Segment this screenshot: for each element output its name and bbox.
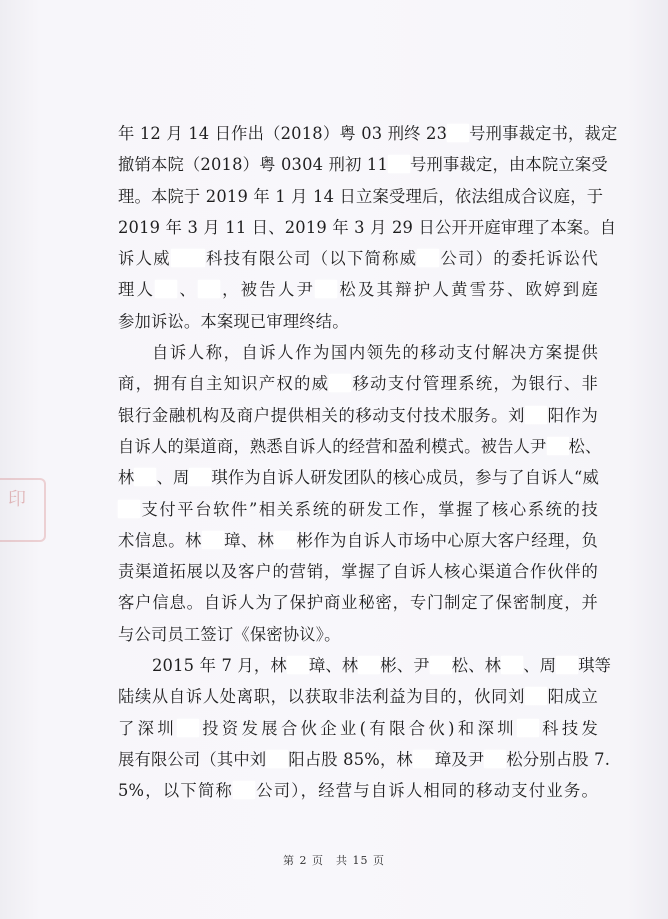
redaction-mark [556,656,578,674]
seal-glyph: 印 [8,489,26,510]
text-line-1: 年 12 月 14 日作出（2018）粤 03 刑终 23 号刑事裁定书，裁定 [118,124,618,143]
text-line-3: 理。本院于 2019 年 1 月 14 日立案受理后，依法组成合议庭，于 [118,186,604,206]
redaction-mark [118,500,140,518]
text-line-6: 理人 、 ，被告人尹 松及其辩护人黄雪芬、欧婷到庭 [118,280,598,300]
text-line-19: 陆续从自诉人处离职，以获取非法利益为目的，伙同刘 阳成立 [118,687,598,707]
redaction-mark [155,280,177,298]
redaction-mark [547,437,569,455]
redaction-mark [517,719,539,737]
text-line-22: 5%，以下简称 公司），经营与自诉人相同的移动支付业务。 [118,781,599,801]
redaction-mark [274,531,296,549]
redaction-mark [171,249,205,267]
text-line-20: 了深圳 投资发展合伙企业(有限合伙)和深圳 科技发 [118,718,598,738]
text-line-2: 撤销本院（2018）粤 0304 刑初 11 号刑事裁定，由本院立案受 [118,155,608,175]
text-line-9: 商，拥有自主知识产权的威 移动支付管理系统，为银行、非 [118,374,598,394]
text-line-11: 自诉人的渠道商，熟悉自诉人的经营和盈利模式。被告人尹 松、 [118,436,602,456]
text-line-7: 参加诉讼。本案现已审理终结。 [118,311,349,331]
redaction-mark [189,468,211,486]
redaction-mark [329,374,351,392]
redaction-mark [233,781,255,799]
court-seal-fragment [0,478,46,542]
text-line-14: 术信息。林 璋、林 彬作为自诉人市场中心原大客户经理，负 [118,530,598,550]
redaction-mark [388,155,410,173]
redaction-mark [198,280,220,298]
text-line-15: 责渠道拓展以及客户的营销，掌握了自诉人核心渠道合作伙伴的 [118,562,598,582]
redaction-mark [177,719,199,737]
text-line-21: 展有限公司（其中刘 阳占股 85%，林 璋及尹 松分别占股 7. [118,749,611,769]
text-line-10: 银行金融机构及商户提供相关的移动支付技术服务。刘 阳作为 [118,405,598,425]
text-line-8: 自诉人称，自诉人作为国内领先的移动支付解决方案提供 [152,343,598,363]
text-line-4: 2019 年 3 月 11 日、2019 年 3 月 29 日公开开庭审理了本案。自 [118,217,617,237]
text-line-12: 林 、周 琪作为自诉人研发团队的核心成员，参与了自诉人“威 [118,468,600,488]
redaction-mark [134,468,156,486]
text-line-18: 2015 年 7 月，林 璋、林 彬、尹 松、林 、周 琪等 [152,656,612,676]
text-line-17: 与公司员工签订《保密协议》。 [118,624,341,644]
redaction-mark [501,656,523,674]
redaction-mark [484,750,506,768]
redaction-mark [413,750,435,768]
redaction-mark [266,750,288,768]
redaction-mark [430,656,452,674]
redaction-mark [202,531,224,549]
document-body [118,118,618,807]
text-line-5: 诉人威 科技有限公司（以下简称威 公司）的委托诉讼代 [118,249,598,269]
text-line-13: 支付平台软件”相关系统的研发工作，掌握了核心系统的技 [118,494,598,525]
redaction-mark [417,249,439,267]
redaction-mark [358,656,380,674]
redaction-mark [315,280,337,298]
text-line-16: 客户信息。自诉人为了保护商业秘密，专门制定了保密制度，并 [118,593,598,613]
redaction-mark [287,656,309,674]
redaction-mark [447,124,469,142]
page-footer: 第 2 页 共 15 页 [283,854,385,867]
redaction-mark [525,687,547,705]
redaction-mark [525,406,547,424]
